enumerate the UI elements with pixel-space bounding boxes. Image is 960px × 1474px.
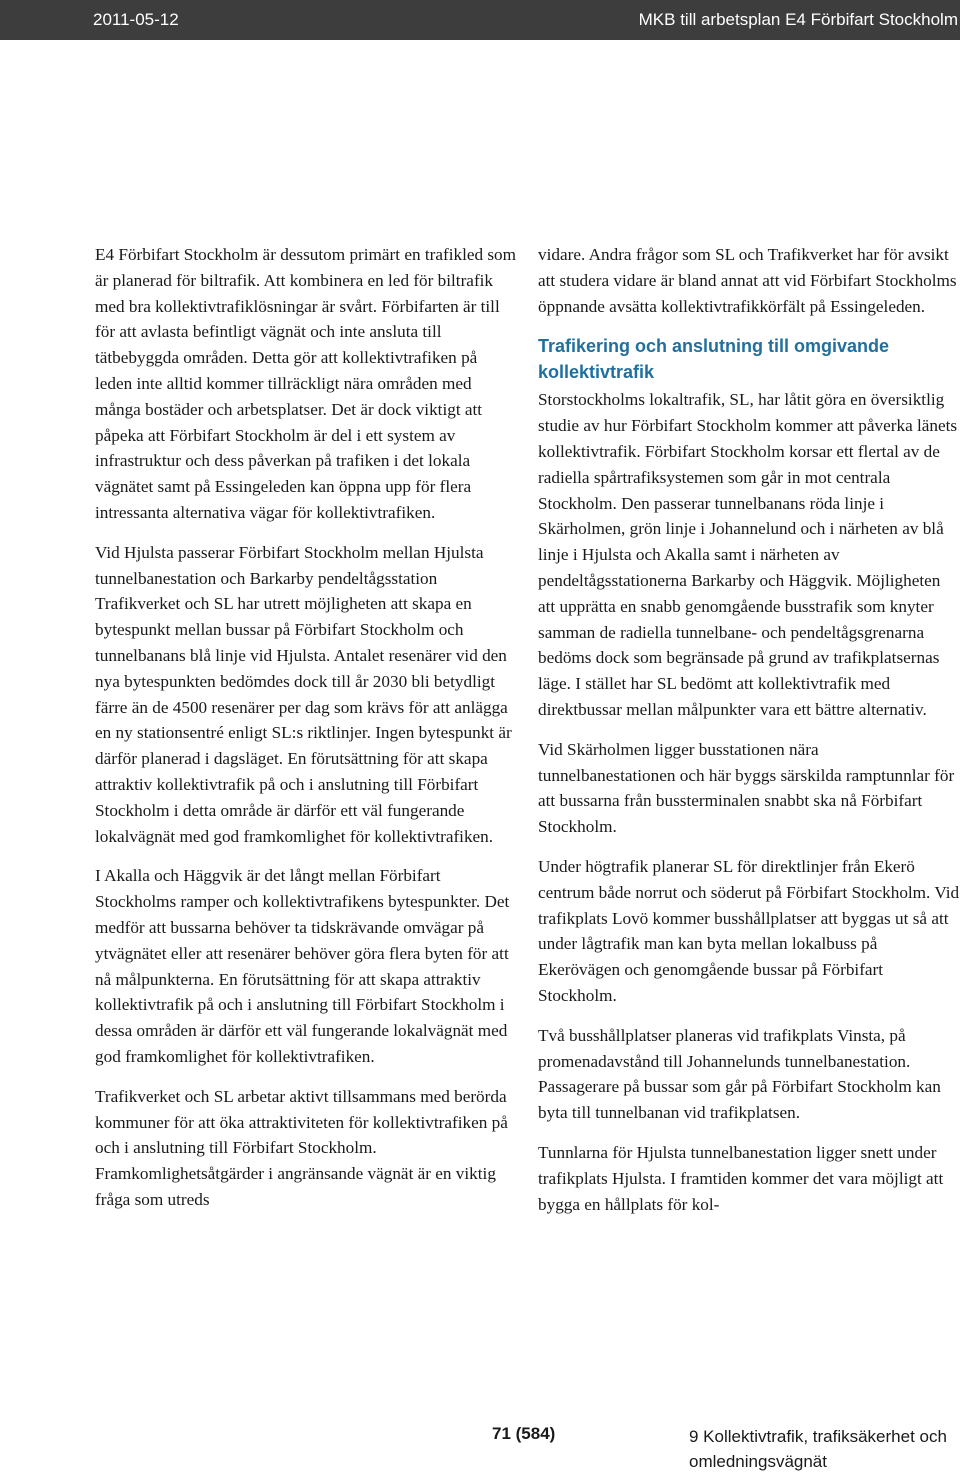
right-paragraph-1: vidare. Andra frågor som SL och Trafikverket har för avsikt att studera vidare är bland annat att vid Förbifart Stockholms öppnande avsätta kollektivtrafikkörfält på Essingeleden. <box>538 245 957 316</box>
page-number: 71 (584) <box>492 1424 556 1443</box>
right-paragraph-3: Vid Skärholmen ligger busstationen nära tunnelbanestationen och här byggs särskilda ramptunnlar för att bussarna från bussterminalen snabbt ska nå Förbifart Stockholm. <box>538 739 955 837</box>
left-paragraph-2: Vid Hjulsta passerar Förbifart Stockholm mellan Hjulsta tunnelbanestation och Barkarby pendeltågsstation Trafikverket och SL har utrett möjligheten att skapa en bytespunkt mellan bussar på Förbifart Stockholm och tunnelbanans blå linje vid Hjulsta. Antalet resenärer vid den nya bytespunkten bedömdes dock till år 2030 bli betydligt färre än de 4500 resenärer per dag som krävs för att anlägga en ny stationsentré enligt SL:s riktlinjer. Ingen bytespunkt är därför planerad i dagsläget. En förutsättning för att skapa attraktiv kollektivtrafik på och i anslutning till Förbifart Stockholm i detta område är därför ett väl fungerande lokalvägnät med god framkomlighet för kollektivtrafiken. <box>95 542 512 846</box>
header-date: 2011-05-12 <box>93 10 179 29</box>
footer-section-title: 9 Kollektivtrafik, trafiksäkerhet och omledningsvägnät <box>689 1427 947 1471</box>
page-header <box>0 0 960 40</box>
header-document-title: MKB till arbetsplan E4 Förbifart Stockholm <box>638 10 958 29</box>
right-paragraph-2: Storstockholms lokaltrafik, SL, har låtit göra en översiktlig studie av hur Förbifart Stockholm kommer att påverka länets kollektivtrafik. Förbifart Stockholm korsar ett flertal av de radiella spårtrafiksystemen som går in mot centrala Stockholm. Den passerar tunnelbanans röda linje i Skärholmen, grön linje i Johannelund och i närheten av blå linje i Hjulsta och Akalla samt i närheten av pendeltågsstationerna Barkarby och Häggvik. Möjligheten att upprätta en snabb genomgående busstrafik som knyter samman de radiella tunnelbane- och pendeltågsgrenarna bedöms dock som begränsade på grund av trafikplatsernas läge. I stället har SL bedömt att kollektivtrafik med direktbussar mellan målpunkter vara ett bättre alternativ. <box>538 390 958 719</box>
right-paragraph-4: Under högtrafik planerar SL för direktlinjer från Ekerö centrum både norrut och söderut på Förbifart Stockholm. Vid trafikplats Lovö kommer busshållplatser att byggas ut så att under lågtrafik man kan byta mellan lokalbuss på Ekerövägen och genomgående bussar på Förbifart Stockholm. <box>538 856 960 1005</box>
right-paragraph-5: Två busshållplatser planeras vid trafikplats Vinsta, på promenadavstånd till Johannelunds tunnelbanestation. Passagerare på bussar som går på Förbifart Stockholm kan byta till tunnelbanan vid trafikplatsen. <box>538 1025 941 1123</box>
right-column <box>538 242 960 1217</box>
left-column <box>95 242 516 1227</box>
left-paragraph-4: Trafikverket och SL arbetar aktivt tillsammans med berörda kommuner för att öka attraktiviteten för kollektivtrafiken på och i anslutning till Förbifart Stockholm. Framkomlighetsåtgärder i angränsande vägnät är en viktig fråga som utreds <box>95 1086 508 1209</box>
section-heading: Trafikering och anslutning till omgivande kollektivtrafik <box>538 336 890 383</box>
page-footer <box>0 1421 960 1471</box>
left-paragraph-1: E4 Förbifart Stockholm är dessutom primärt en trafikled som är planerad för biltrafik. Att kombinera en led för biltrafik med bra kollektivtrafiklösningar är svårt. Förbifarten är till för att avlasta befintligt vägnät och inte ansluta till tätbebyggda områden. Detta gör att kollektivtrafiken på leden inte alltid kommer tillräckligt nära områden med många bostäder och arbetsplatser. Det är dock viktigt att påpeka att Förbifart Stockholm är del i ett system av infrastruktur och dess påverkan på trafiken i det lokala vägnätet samt på Essingeleden kan öppna upp för flera intressanta alternativa vägar för kollektivtrafiken. <box>95 245 517 522</box>
right-paragraph-6: Tunnlarna för Hjulsta tunnelbanestation ligger snett under trafikplats Hjulsta. I framtiden kommer det vara möjligt att bygga en hållplats för kol- <box>538 1142 944 1214</box>
left-paragraph-3: I Akalla och Häggvik är det långt mellan Förbifart Stockholms ramper och kollektivtrafikens bytespunkter. Det medför att bussarna behöver ta tidskrävande omvägar på ytvägnätet eller att resenärer behöver göra flera byten för att nå målpunkterna. En förutsättning för att skapa attraktiv kollektivtrafik på och i anslutning till Förbifart Stockholm i dessa områden är därför ett väl fungerande lokalvägnät med god framkomlighet för kollektivtrafiken. <box>95 866 510 1066</box>
